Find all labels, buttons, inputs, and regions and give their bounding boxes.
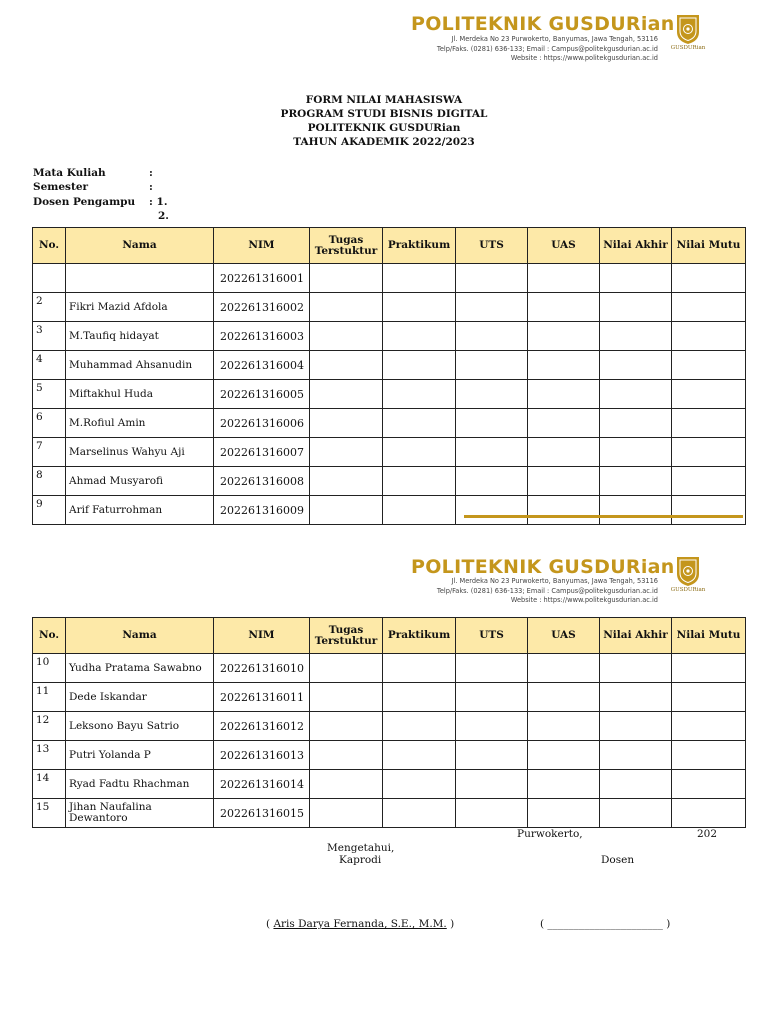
cell-nilai-mutu[interactable] (672, 380, 746, 409)
table-row (33, 351, 746, 380)
cell-nim: 202261316015 (214, 799, 310, 828)
institution-logo (670, 12, 706, 56)
cell-no: 8 (33, 467, 66, 496)
cell-nama: Marselinus Wahyu Aji (66, 438, 214, 467)
cell-uts[interactable] (456, 438, 528, 467)
cell-no: 15 (33, 799, 66, 828)
cell-no: 3 (33, 322, 66, 351)
cell-nilai-akhir[interactable] (600, 322, 672, 351)
dosen-label: Dosen (601, 854, 635, 866)
cell-nim: 202261316009 (214, 496, 310, 525)
cell-tugas[interactable] (310, 409, 383, 438)
cell-uas[interactable] (528, 293, 600, 322)
col-nilai-akhir: Nilai Akhir (600, 618, 672, 654)
cell-uts[interactable] (456, 770, 528, 799)
course-label: Mata Kuliah (33, 167, 106, 179)
table-header-row (33, 618, 746, 654)
col-uts: UTS (456, 228, 528, 264)
cell-nilai-mutu[interactable] (672, 683, 746, 712)
cell-no: 6 (33, 409, 66, 438)
close-paren: ) (450, 918, 455, 930)
cell-nim: 202261316005 (214, 380, 310, 409)
cell-nama: Ryad Fadtu Rhachman (66, 770, 214, 799)
cell-nim: 202261316014 (214, 770, 310, 799)
cell-nim: 202261316008 (214, 467, 310, 496)
col-nim: NIM (214, 228, 310, 264)
cell-uas[interactable] (528, 409, 600, 438)
cell-tugas[interactable] (310, 380, 383, 409)
cell-uas[interactable] (528, 712, 600, 741)
table-row (33, 741, 746, 770)
address-line-3: Website : https://www.politekgusdurian.ac.id (510, 54, 658, 62)
address-line-2: Telp/Faks. (0281) 636-133; Email : Campus@politekgusdurian.ac.id (436, 44, 658, 53)
cell-no: 9 (33, 496, 66, 525)
institution-name-2: POLITEKNIK GUSDURian (411, 556, 675, 578)
cell-nilai-akhir[interactable] (600, 264, 672, 293)
cell-nilai-mutu[interactable] (672, 264, 746, 293)
col-nilai-mutu: Nilai Mutu (672, 228, 746, 264)
cell-praktikum[interactable] (383, 654, 456, 683)
cell-uts[interactable] (456, 467, 528, 496)
cell-uas[interactable] (528, 351, 600, 380)
cell-tugas[interactable] (310, 438, 383, 467)
cell-nama: Dede Iskandar (66, 683, 214, 712)
col-nama: Nama (66, 228, 214, 264)
cell-nilai-mutu[interactable] (672, 293, 746, 322)
cell-uas[interactable] (528, 654, 600, 683)
lecturer-2: 2. (158, 210, 169, 222)
lecturer-label: Dosen Pengampu (33, 196, 136, 208)
cell-tugas[interactable] (310, 654, 383, 683)
cell-uts[interactable] (456, 293, 528, 322)
col-nilai-akhir: Nilai Akhir (600, 228, 672, 264)
cell-nilai-mutu[interactable] (672, 770, 746, 799)
cell-nilai-mutu[interactable] (672, 712, 746, 741)
cell-praktikum[interactable] (383, 741, 456, 770)
cell-praktikum[interactable] (383, 293, 456, 322)
grades-table-2 (32, 617, 746, 828)
cell-nama: Ahmad Musyarofi (66, 467, 214, 496)
cell-nilai-akhir[interactable] (600, 654, 672, 683)
cell-nama: M.Taufiq hidayat (66, 322, 214, 351)
cell-nilai-akhir[interactable] (600, 438, 672, 467)
cell-praktikum[interactable] (383, 799, 456, 828)
institution-address (437, 35, 658, 64)
cell-nilai-mutu[interactable] (672, 438, 746, 467)
cell-uas[interactable] (528, 322, 600, 351)
cell-nilai-akhir[interactable] (600, 293, 672, 322)
kaprodi-signature (266, 918, 454, 930)
form-title (0, 93, 768, 149)
cell-uts[interactable] (456, 380, 528, 409)
cell-nim: 202261316012 (214, 712, 310, 741)
table-row (33, 683, 746, 712)
cell-nilai-mutu[interactable] (672, 351, 746, 380)
grades-table-1 (32, 227, 746, 525)
cell-praktikum[interactable] (383, 264, 456, 293)
address-line-2: Telp/Faks. (0281) 636-133; Email : Campus@politekgusdurian.ac.id (436, 586, 658, 595)
cell-tugas[interactable] (310, 351, 383, 380)
col-nama: Nama (66, 618, 214, 654)
cell-no: 5 (33, 380, 66, 409)
course-colon: : (149, 167, 153, 179)
cell-nama: Putri Yolanda P (66, 741, 214, 770)
cell-uts[interactable] (456, 409, 528, 438)
cell-nama: Jihan Naufalina Dewantoro (66, 799, 214, 828)
kaprodi-label: Kaprodi (339, 854, 382, 866)
cell-uts[interactable] (456, 712, 528, 741)
title-line-1: FORM NILAI MAHASISWA (305, 94, 463, 106)
cell-praktikum[interactable] (383, 351, 456, 380)
cell-nilai-akhir[interactable] (600, 741, 672, 770)
col-tugas-line2: Terstuktur (314, 244, 378, 257)
cell-uts[interactable] (456, 799, 528, 828)
cell-nama: Muhammad Ahsanudin (66, 351, 214, 380)
title-line-2: PROGRAM STUDI BISNIS DIGITAL (280, 108, 488, 120)
cell-praktikum[interactable] (383, 322, 456, 351)
cell-no: 2 (33, 293, 66, 322)
table-row (33, 293, 746, 322)
cell-nim: 202261316006 (214, 409, 310, 438)
cell-praktikum[interactable] (383, 438, 456, 467)
cell-praktikum[interactable] (383, 683, 456, 712)
cell-nilai-mutu[interactable] (672, 496, 746, 525)
cell-uas[interactable] (528, 438, 600, 467)
semester-label: Semester (33, 181, 89, 193)
cell-nilai-mutu[interactable] (672, 799, 746, 828)
cell-nilai-akhir[interactable] (600, 409, 672, 438)
address-line-1: Jl. Merdeka No 23 Purwokerto, Banyumas, Jawa Tengah, 53116 (451, 577, 658, 585)
cell-no (33, 264, 66, 293)
cell-nilai-akhir[interactable] (600, 712, 672, 741)
cell-nilai-akhir[interactable] (600, 380, 672, 409)
cell-nama (66, 264, 214, 293)
cell-tugas[interactable] (310, 683, 383, 712)
cell-tugas[interactable] (310, 799, 383, 828)
cell-nama: Leksono Bayu Satrio (66, 712, 214, 741)
table-row (33, 380, 746, 409)
cell-nim: 202261316004 (214, 351, 310, 380)
cell-nilai-mutu[interactable] (672, 467, 746, 496)
cell-nilai-akhir[interactable] (600, 496, 672, 525)
cell-praktikum[interactable] (383, 712, 456, 741)
col-praktikum: Praktikum (383, 618, 456, 654)
col-no: No. (33, 618, 66, 654)
table-row (33, 770, 746, 799)
cell-uas[interactable] (528, 683, 600, 712)
cell-no: 4 (33, 351, 66, 380)
cell-uts[interactable] (456, 264, 528, 293)
cell-uts[interactable] (456, 496, 528, 525)
col-tugas-line1: Tugas (328, 233, 364, 246)
table-row (33, 322, 746, 351)
signature-year: 202 (697, 828, 718, 840)
title-line-3: POLITEKNIK GUSDURian (307, 122, 461, 134)
table-row (33, 467, 746, 496)
col-tugas-line2: Terstuktur (314, 634, 378, 647)
cell-uas[interactable] (528, 380, 600, 409)
cell-tugas[interactable] (310, 770, 383, 799)
cell-tugas[interactable] (310, 264, 383, 293)
cell-no: 12 (33, 712, 66, 741)
col-nilai-mutu: Nilai Mutu (672, 618, 746, 654)
cell-nilai-mutu[interactable] (672, 409, 746, 438)
logo-caption: GUSDURian (670, 45, 706, 51)
table-row (33, 799, 746, 828)
kaprodi-name: Aris Darya Fernanda, S.E., M.M. (273, 918, 447, 930)
cell-uts[interactable] (456, 654, 528, 683)
cell-tugas[interactable] (310, 741, 383, 770)
cell-tugas[interactable] (310, 467, 383, 496)
cell-nama: Miftakhul Huda (66, 380, 214, 409)
col-nim: NIM (214, 618, 310, 654)
address-line-3: Website : https://www.politekgusdurian.ac.id (510, 596, 658, 604)
cell-nilai-mutu[interactable] (672, 654, 746, 683)
section-divider (464, 515, 743, 518)
cell-praktikum[interactable] (383, 409, 456, 438)
col-uas: UAS (528, 618, 600, 654)
cell-nim: 202261316011 (214, 683, 310, 712)
table-header-row (33, 228, 746, 264)
table-row (33, 264, 746, 293)
cell-no: 14 (33, 770, 66, 799)
cell-praktikum[interactable] (383, 770, 456, 799)
cell-nim: 202261316013 (214, 741, 310, 770)
cell-no: 11 (33, 683, 66, 712)
cell-nama: Arif Faturrohman (66, 496, 214, 525)
col-tugas-line1: Tugas (328, 623, 364, 636)
col-tugas (310, 618, 383, 654)
lecturer-1: : 1. (149, 196, 168, 208)
cell-uas[interactable] (528, 467, 600, 496)
cell-uas[interactable] (528, 264, 600, 293)
cell-nama: Fikri Mazid Afdola (66, 293, 214, 322)
cell-praktikum[interactable] (383, 496, 456, 525)
cell-tugas[interactable] (310, 293, 383, 322)
cell-tugas[interactable] (310, 496, 383, 525)
table-row (33, 496, 746, 525)
col-no: No. (33, 228, 66, 264)
cell-praktikum[interactable] (383, 467, 456, 496)
cell-uts[interactable] (456, 741, 528, 770)
cell-uts[interactable] (456, 351, 528, 380)
table-row (33, 712, 746, 741)
cell-nim: 202261316002 (214, 293, 310, 322)
cell-no: 7 (33, 438, 66, 467)
cell-praktikum[interactable] (383, 380, 456, 409)
cell-uts[interactable] (456, 683, 528, 712)
logo-caption: GUSDURian (670, 587, 706, 593)
cell-uas[interactable] (528, 496, 600, 525)
cell-nilai-mutu[interactable] (672, 322, 746, 351)
cell-nama: Yudha Pratama Sawabno (66, 654, 214, 683)
cell-nama: M.Rofiul Amin (66, 409, 214, 438)
cell-nilai-mutu[interactable] (672, 741, 746, 770)
col-praktikum: Praktikum (383, 228, 456, 264)
cell-tugas[interactable] (310, 712, 383, 741)
open-paren: ( (266, 918, 271, 930)
dosen-signature: ( ______________________ ) (540, 918, 671, 930)
table-row (33, 438, 746, 467)
signature-place: Purwokerto, (517, 828, 583, 840)
table-row (33, 409, 746, 438)
cell-uas[interactable] (528, 770, 600, 799)
cell-uas[interactable] (528, 799, 600, 828)
cell-no: 10 (33, 654, 66, 683)
cell-nilai-akhir[interactable] (600, 770, 672, 799)
cell-nilai-akhir[interactable] (600, 467, 672, 496)
cell-nilai-akhir[interactable] (600, 351, 672, 380)
cell-no: 13 (33, 741, 66, 770)
cell-nilai-akhir[interactable] (600, 799, 672, 828)
institution-name: POLITEKNIK GUSDURian (411, 13, 675, 35)
cell-uas[interactable] (528, 741, 600, 770)
cell-nim: 202261316001 (214, 264, 310, 293)
cell-nim: 202261316007 (214, 438, 310, 467)
semester-colon: : (149, 181, 153, 193)
institution-address-2 (437, 577, 658, 606)
col-uts: UTS (456, 618, 528, 654)
table-row (33, 654, 746, 683)
address-line-1: Jl. Merdeka No 23 Purwokerto, Banyumas, Jawa Tengah, 53116 (451, 35, 658, 43)
title-line-4: TAHUN AKADEMIK 2022/2023 (293, 136, 475, 148)
cell-nim: 202261316010 (214, 654, 310, 683)
cell-nim: 202261316003 (214, 322, 310, 351)
institution-logo-2 (670, 554, 706, 598)
cell-tugas[interactable] (310, 322, 383, 351)
cell-nilai-akhir[interactable] (600, 683, 672, 712)
cell-uts[interactable] (456, 322, 528, 351)
col-tugas (310, 228, 383, 264)
col-uas: UAS (528, 228, 600, 264)
acknowledged-label: Mengetahui, (327, 842, 395, 854)
